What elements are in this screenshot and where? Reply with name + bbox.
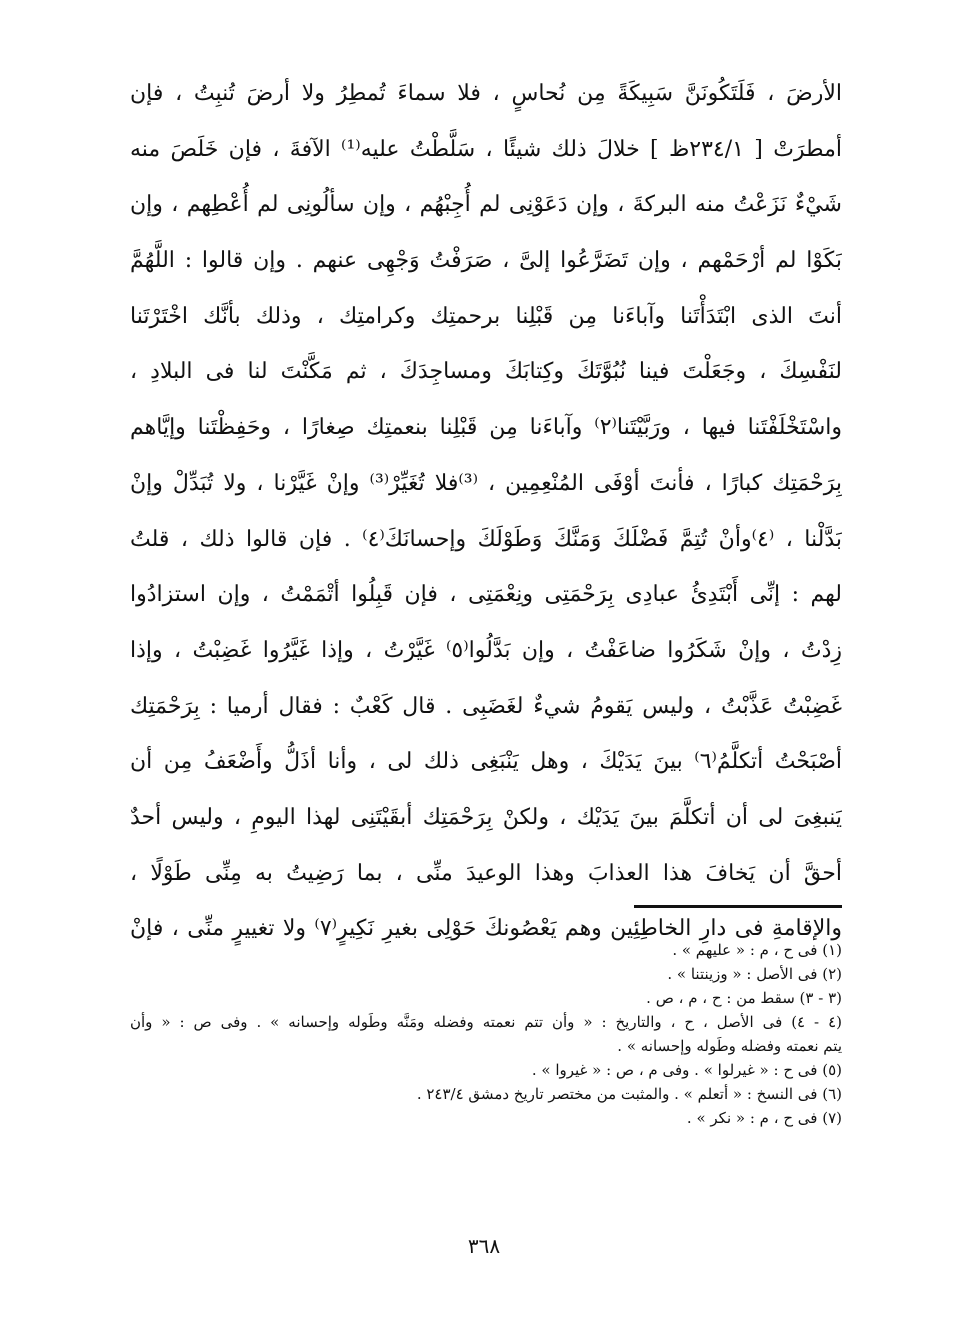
footnotes-block: [130, 938, 842, 1130]
text-line: لهم : إنِّى أَبْتَدِئُ عبادِى بِرَحْمَتِى ونِعْمَتِى ، فإن قَبِلُوا أتْمَمْتُ ، وإن استزادُوا: [130, 582, 842, 608]
footnote-line: (٧) فى ح ، م : « نكر » .: [686, 1109, 842, 1127]
footnote-line: (٢) فى الأصل : « وزينتنا » .: [667, 965, 842, 983]
footnote-line: (١) فى ح ، م : « عليهم » .: [672, 941, 842, 959]
text-line: أمطرَتْ [ ٢٣٤/١ظ ] خلالَ ذلك شيئًا ، سَلَّطْتُ عليه⁽¹⁾ الآفةَ ، فإن خَلَصَ منه: [130, 136, 842, 162]
text-line: شَيْءٌ نَزَعْتُ منه البركةَ ، وإن دَعَوْنِى لم أُجِبْهُم ، وإن سألُونِى لم أُعْطِهم ، وإن: [130, 192, 842, 218]
text-line: أحقَّ أن يَخافَ هذا العذابَ وهذا الوعيدَ منِّى ، بما رَضِيتُ به مِنِّى طَوْلًا ،: [130, 860, 842, 886]
footnote-line: (٤ - ٤) فى الأصل ، ح ، والتاريخ : « وأن تتم نعمته وفضله ومَنَّه وطَوله وإحسانه » . وفى ص : « وأن: [130, 1013, 842, 1031]
text-line: غَضِبْتُ عَذَّبْتُ ، وليس يَقومُ شيءٌ لغَضَبِى . قال كَعْبٌ : فقال أرميا : بِرَحْمَتِك: [130, 693, 842, 719]
text-line: والإقامةِ فى دارِ الخاطِئِين وهم يَعْصُونكَ حَوْلِى بغيرِ نَكِيرٍ⁽٧⁾ ولا تغييرٍ منِّى ، فإنْ: [130, 916, 842, 942]
text-line: زِدْتُ ، وإنْ شَكَرُوا ضاعَفْتُ ، وإن بَدَّلُوا⁽٥⁾ غَيَّرْتُ ، وإذا غَيَّرُوا غَضِبْتُ ، وإذا: [130, 637, 842, 663]
text-line: واسْتَخْلَفْتَنا فيها ، ورَبَّيْتَنا⁽٢⁾ وآباءَنا مِن قَبْلِنا بنعمتِك صِغارًا ، وحَفِظْتَنا وإيَّاهم: [130, 415, 842, 441]
text-line: أنتَ الذى ابْتَدَأْتَنا وآباءَنا مِن قَبْلِنا برحمتِك وكرامتِك ، وذلك بأنَّك اخْتَرْتَنا: [130, 303, 842, 329]
footnote-line: يتم نعمته وفضله وطَوله وإحسانه » .: [617, 1037, 842, 1055]
footnote-line: (٥) فى ح : « غيرلوا » . وفى م ، ص : « غيروا » .: [531, 1061, 842, 1079]
footnote-line: (٣ - ٣) سقط من : ح ، م ، ص .: [646, 989, 842, 1007]
text-line: لنَفْسِكَ ، وجَعَلْتَ فينا نُبُوَّتَكَ وكِتابَكَ ومساجِدَكَ ، ثم مَكَّنْتَ لنا فى البلادِ ،: [130, 359, 842, 385]
text-line: بَدَّلْنا ، ⁽٤⁾وأنْ تُتِمَّ فَضْلَكَ وَمَنَّكَ وَطَوْلَكَ وإحسانَكَ⁽٤⁾ . فإن قالوا ذلك ، قلتُ: [130, 526, 842, 552]
footnote-line: (٦) فى النسخ : « أتعلم » . والمثبت من مختصر تاريخ دمشق ٢٤٣/٤ .: [416, 1085, 842, 1103]
page-number: ٣٦٨: [467, 1234, 501, 1258]
footnote-divider: [634, 905, 842, 908]
main-text-block: [130, 66, 842, 957]
text-line: يَنبغِىَ لى أن أتكلَّمَ بينَ يَدَيْك ، ولكنْ بِرَحْمَتِك أبقَيْتَنِى لهذا اليومِ ، وليس أحدٌ: [130, 804, 842, 830]
text-line: بَكَوْا لم أرْحَمْهم ، وإن تَضَرَّعُوا إلىَّ ، صَرَفْتُ وَجْهِى عنهم . وإن قالوا : اللَّهُمَّ: [130, 248, 842, 274]
text-line: الأرضَ ، فَلَتَكُونَنَّ سَبِيكَةً مِن نُحاسٍ ، فلا سماءَ تُمطِرُ ولا أرضَ تُنبِتُ ، فإن: [130, 81, 842, 106]
text-line: أصْبَحْتُ أتكلَّمُ⁽٦⁾ بينَ يَدَيْكَ ، وهل يَنْبَغِى ذلك لى ، وأنا أذَلُّ وأَضْعَفُ مِن أن: [130, 749, 842, 775]
text-line: بِرَحْمَتِك كبارًا ، فأنتَ أوْفَى المُنْعِمِين ، ⁽³⁾فلا تُغَيِّرْ⁽³⁾ وإنْ غَيَّرْنا ، ولا تُبَدِّلْ وإنْ: [130, 470, 842, 496]
